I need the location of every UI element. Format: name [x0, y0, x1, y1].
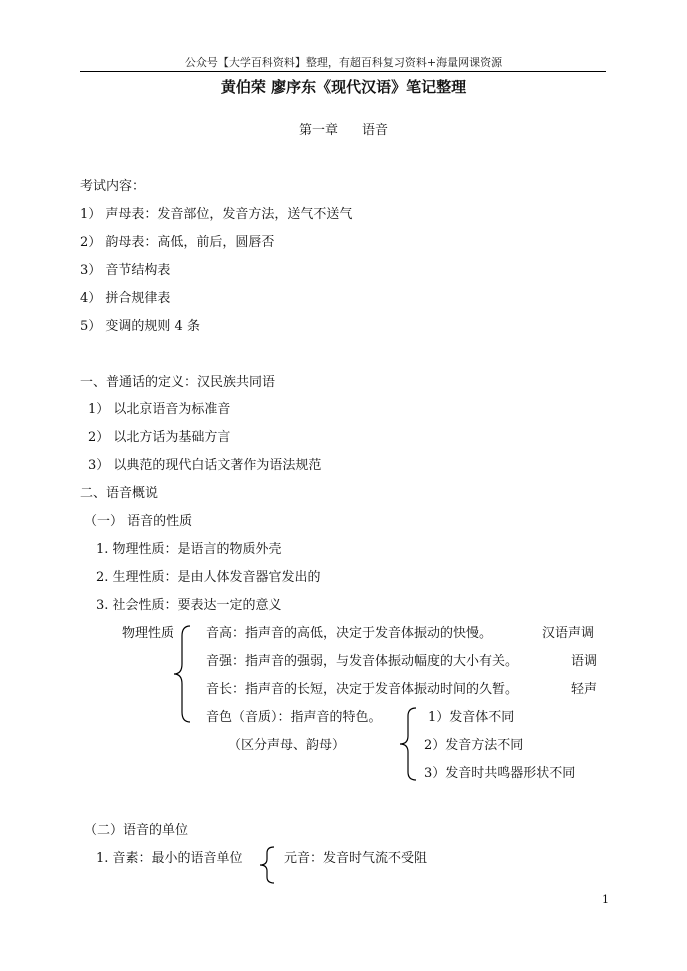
timbre-row: 音色（音质）：指声音的特色。	[206, 710, 382, 725]
section1-item: 3） 以典范的现代白话文著作为语法规范	[88, 458, 322, 473]
phoneme-item: 1. 音素：最小的语音单位	[96, 851, 243, 866]
header-rule	[80, 71, 606, 72]
section1-heading: 一、普通话的定义：汉民族共同语	[80, 375, 276, 390]
exam-item: 2） 韵母表：高低，前后，圆唇否	[80, 235, 275, 250]
property-item: 3. 社会性质：要表达一定的意义	[96, 598, 282, 613]
exam-item: 3） 音节结构表	[80, 263, 171, 278]
physical-label: 物理性质	[122, 626, 175, 641]
pitch-row: 音高：指声音的高低，决定于发音体振动的快慢。	[206, 626, 493, 641]
sub2-heading: （二）语音的单位	[84, 823, 189, 838]
timbre-reason: 3）发音时共鸣器形状不同	[424, 766, 576, 781]
sub1-heading: （一） 语音的性质	[84, 514, 193, 529]
section1-item: 1） 以北京语音为标准音	[88, 402, 231, 417]
page-number: 1	[602, 893, 609, 906]
intensity-note: 语调	[571, 654, 598, 669]
property-item: 1. 物理性质：是语言的物质外壳	[96, 542, 282, 557]
phoneme-brace	[256, 845, 278, 885]
physical-brace	[170, 624, 196, 724]
chapter-number: 第一章	[298, 123, 338, 138]
section2-heading: 二、语音概说	[80, 486, 159, 501]
vowel-row: 元音：发音时气流不受阻	[284, 851, 428, 866]
section1-item: 2） 以北方话为基础方言	[88, 430, 231, 445]
exam-item: 5） 变调的规则 4 条	[80, 319, 200, 334]
property-item: 2. 生理性质：是由人体发音器官发出的	[96, 570, 321, 585]
header-note: 公众号【大学百科资料】整理，有超百科复习资料+海量网课资源	[184, 56, 503, 69]
exam-item: 4） 拼合规律表	[80, 291, 171, 306]
timbre-sub-label: （区分声母、韵母）	[228, 738, 346, 753]
exam-item: 1） 声母表：发音部位，发音方法，送气不送气	[80, 207, 353, 222]
document-title: 黄伯荣 廖序东《现代汉语》笔记整理	[220, 78, 467, 96]
pitch-note: 汉语声调	[542, 626, 595, 641]
chapter-name: 语音	[362, 123, 389, 138]
timbre-reason: 2）发音方法不同	[424, 738, 524, 753]
length-row: 音长：指声音的长短，决定于发音体振动时间的久暂。	[206, 682, 519, 697]
timbre-brace	[396, 706, 420, 782]
length-note: 轻声	[571, 682, 598, 697]
chapter-heading	[0, 119, 687, 138]
timbre-reason: 1）发音体不同	[428, 710, 515, 725]
intensity-row: 音强：指声音的强弱，与发音体振动幅度的大小有关。	[206, 654, 519, 669]
exam-heading: 考试内容：	[80, 179, 146, 194]
